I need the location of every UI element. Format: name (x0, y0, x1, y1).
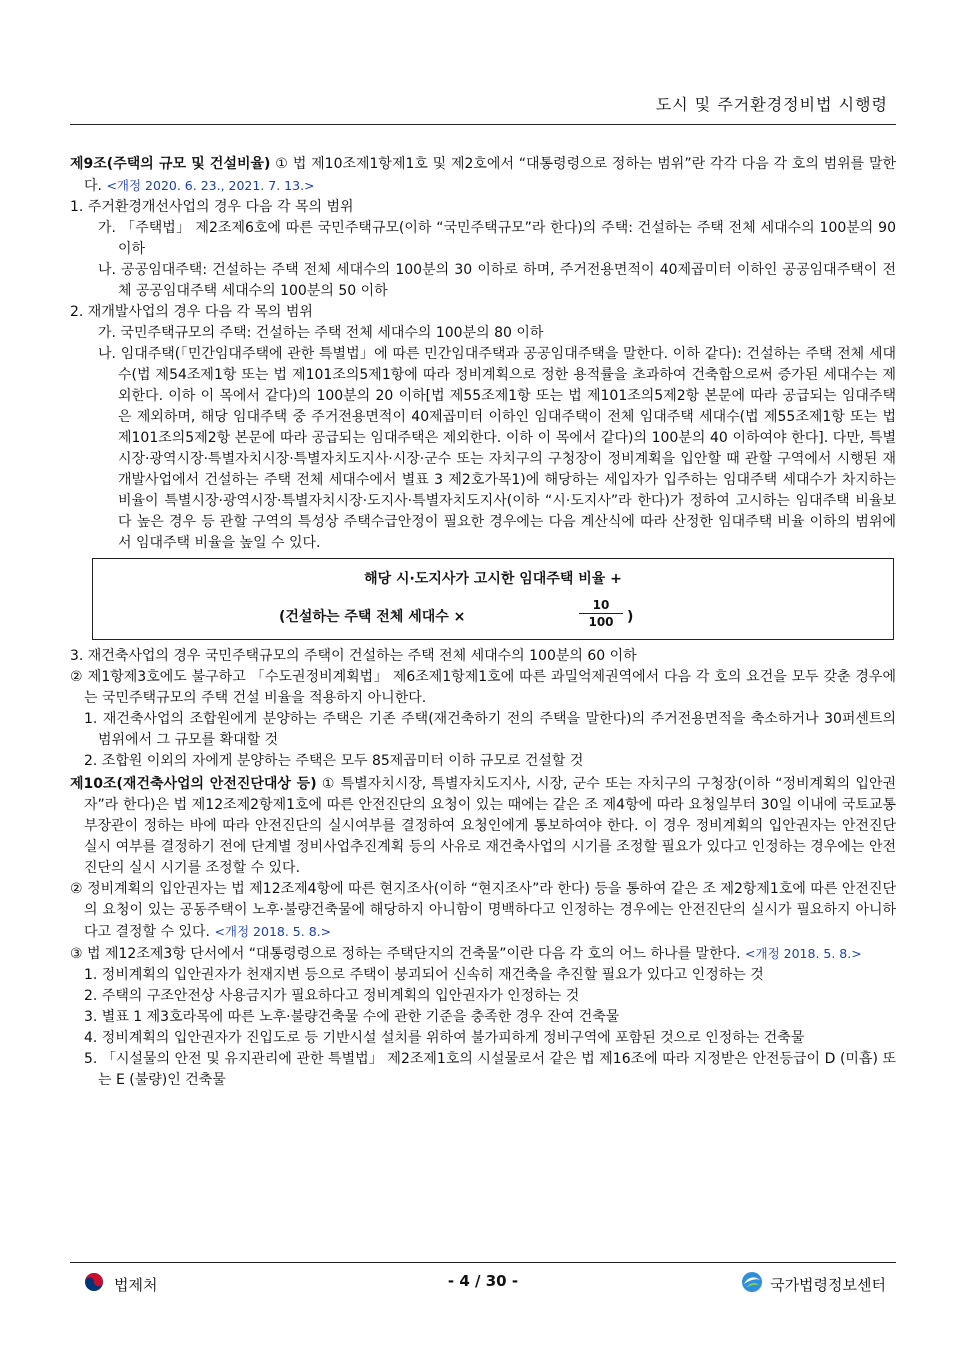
article-10-para-3-text: ③ 법 제12조제3항 단서에서 “대통령령으로 정하는 주택단지의 건축물”이란 다음 각 호의 어느 하나를 말한다. (70, 946, 741, 962)
amendment-link[interactable]: <개정 2020. 6. 23., 2021. 7. 13.> (106, 178, 315, 193)
amendment-link[interactable]: <개정 2018. 5. 8.> (745, 946, 862, 961)
article-10-para-2 (70, 879, 896, 943)
document-body (70, 154, 896, 1091)
moleg-label: 법제처 (114, 1275, 158, 1294)
footer-right (740, 1270, 886, 1298)
article-9-intro (70, 154, 896, 197)
list-item: 1. 주거환경개선사업의 경우 다음 각 목의 범위 (70, 199, 354, 215)
list-item: 1. 정비계획의 입안권자가 천재지변 등으로 주택이 붕괴되어 신속히 재건축을 추진할 필요가 있다고 인정하는 것 (84, 967, 764, 983)
article-9-title: 제9조(주택의 규모 및 건설비율) (70, 156, 271, 172)
list-item: 2. 재개발사업의 경우 다음 각 목의 범위 (70, 304, 313, 320)
law-center-label: 국가법령정보센터 (770, 1275, 886, 1294)
document-title: 도시 및 주거환경정비법 시행령 (655, 95, 888, 114)
article-9-intro-text: ① 법 제10조제1항제1호 및 제2호에서 “대통령령으로 정하는 범위”란 각각 다음 각 호의 범위를 말한다. (84, 156, 897, 194)
fraction-numerator: 10 (579, 597, 623, 614)
formula-line-2: (건설하는 주택 전체 세대수 × (279, 609, 466, 625)
page-number: - 4 / 30 - (447, 1272, 519, 1290)
list-item: 2. 조합원 이외의 자에게 분양하는 주택은 모두 85제곱미터 이하 규모로 건설할 것 (84, 753, 584, 769)
list-item: 나. 공공임대주택: 건설하는 주택 전체 세대수의 100분의 30 이하로 하며, 주거전용면적이 40제곱미터 이하인 공공임대주택이 전체 공공임대주택 세대수의 100분의 50 이하 (98, 262, 896, 299)
list-item: 나. 임대주택(「민간임대주택에 관한 특별법」에 따른 민간임대주택과 공공임대주택을 말한다. 이하 같다): 건설하는 주택 전체 세대수(법 제54조제1항 또는 법 제101조의5제1항에 따라 정비계획으로 정한 용적률을 초과하여 건축함으로써 증가된 세대수는 제외한다. 이하 이 목에서 같다)의 100분의 20 이하[법 제55조제1항 또는 법 제101조의5제2항 본문에 따라 공급되는 임대주택은 제외하며, 해당 임대주택 중 주거전용면적이 40제곱미터 이하인 임대주택이 전체 임대주택 세대수(법 제55조제1항 또는 법 제101조의5제2항 본문에 따라 공급되는 임대주택은 제외한다. 이하 이 목에서 같다)의 100분의 40 이하여야 한다]. 다만, 특별시장·광역시장·특별자치시장·특별자치도지사·시장·군수 또는 자치구의 구청장이 정비계획을 입안할 때 관할 구역에서 시행된 재개발사업에서 건설하는 주택 전체 세대수에서 별표 3 제2호가목1)에 해당하는 세입자가 입주하는 임대주택 세대수가 차지하는 비율이 특별시장·광역시장·특별자치시장·도지사·특별자치도지사(이하 “시·도지사”라 한다)가 정하여 고시하는 임대주택 비율보다 높은 경우 등 관할 구역의 특성상 주택수급안정이 필요한 경우에는 다음 계산식에 따라 산정한 임대주택 비율 이하의 범위에서 임대주택 비율을 높일 수 있다. (98, 346, 896, 551)
list-item: 가. 국민주택규모의 주택: 건설하는 주택 전체 세대수의 100분의 80 이하 (98, 325, 544, 341)
list-item: 2. 주택의 구조안전상 사용금지가 필요하다고 정비계획의 입안권자가 인정하는 것 (84, 988, 580, 1004)
footer-divider (70, 1262, 896, 1263)
article-10-para-1-text: ① 특별자치시장, 특별자치도지사, 시장, 군수 또는 자치구의 구청장(이하 “정비계획의 입안권자”라 한다)은 법 제12조제2항제1호에 따른 안전진단의 요청이 있는 때에는 같은 조 제4항에 따라 요청일부터 30일 이내에 국토교통부장관이 정하는 바에 따라 안전진단의 실시여부를 결정하여 요청인에게 통보하여야 한다. 이 경우 정비계획의 입안권자는 안전진단 실시 여부를 결정하기 전에 단계별 정비사업추진계획 등의 사유로 재건축사업의 시기를 조정할 필요가 있다고 인정하는 경우에는 안전진단의 실시 시기를 조정할 수 있다. (84, 776, 897, 876)
formula-line-1: 해당 시·도지사가 고시한 임대주택 비율 + (364, 571, 622, 587)
article-10-para-2-text: ② 정비계획의 입안권자는 법 제12조제4항에 따른 현지조사(이하 “현지조사”라 한다) 등을 통하여 같은 조 제2항제1호에 따른 안전진단의 요청이 있는 공동주택이 노후·불량건축물에 해당하지 아니함이 명백하다고 인정하는 경우에는 안전진단의 실시가 필요하지 아니하다고 결정할 수 있다. (70, 881, 896, 940)
article-10-para-3 (70, 943, 896, 965)
list-item: 3. 재건축사업의 경우 국민주택규모의 주택이 건설하는 주택 전체 세대수의 100분의 60 이하 (70, 648, 637, 664)
law-center-logo-icon (740, 1270, 764, 1298)
list-item: 가. 「주택법」 제2조제6호에 따른 국민주택규모(이하 “국민주택규모”라 한다)의 주택: 건설하는 주택 전체 세대수의 100분의 90 이하 (98, 220, 896, 257)
header-divider (70, 124, 896, 125)
article-10-title: 제10조(재건축사업의 안전진단대상 등) (70, 776, 317, 792)
article-9-para-2: ② 제1항제3호에도 불구하고 「수도권정비계획법」 제6조제1항제1호에 따른 과밀억제권역에서 다음 각 호의 요건을 모두 갖춘 경우에는 국민주택규모의 주택 건설 비율을 적용하지 아니한다. (70, 669, 896, 706)
article-10-para-1 (70, 774, 896, 879)
formula-close-paren: ) (627, 609, 634, 625)
list-item: 3. 별표 1 제3호라목에 따른 노후·불량건축물 수에 관한 기준을 충족한 경우 잔여 건축물 (84, 1009, 620, 1025)
list-item: 1. 재건축사업의 조합원에게 분양하는 주택은 기존 주택(재건축하기 전의 주택을 말한다)의 주거전용면적을 축소하거나 30퍼센트의 범위에서 그 규모를 확대할 것 (84, 711, 896, 748)
fraction-denominator: 100 (588, 615, 614, 629)
page-footer (70, 1270, 896, 1296)
list-item: 4. 정비계획의 입안권자가 진입도로 등 기반시설 설치를 위하여 불가피하게 정비구역에 포함된 것으로 인정하는 건축물 (84, 1030, 805, 1046)
amendment-link[interactable]: <개정 2018. 5. 8.> (214, 924, 332, 939)
formula-fraction (579, 597, 623, 630)
formula-box (92, 558, 894, 640)
list-item: 5. 「시설물의 안전 및 유지관리에 관한 특별법」 제2조제1호의 시설물로서 같은 법 제16조에 따라 지정받은 안전등급이 D (미흡) 또는 E (불량)인 건축물 (84, 1051, 896, 1088)
